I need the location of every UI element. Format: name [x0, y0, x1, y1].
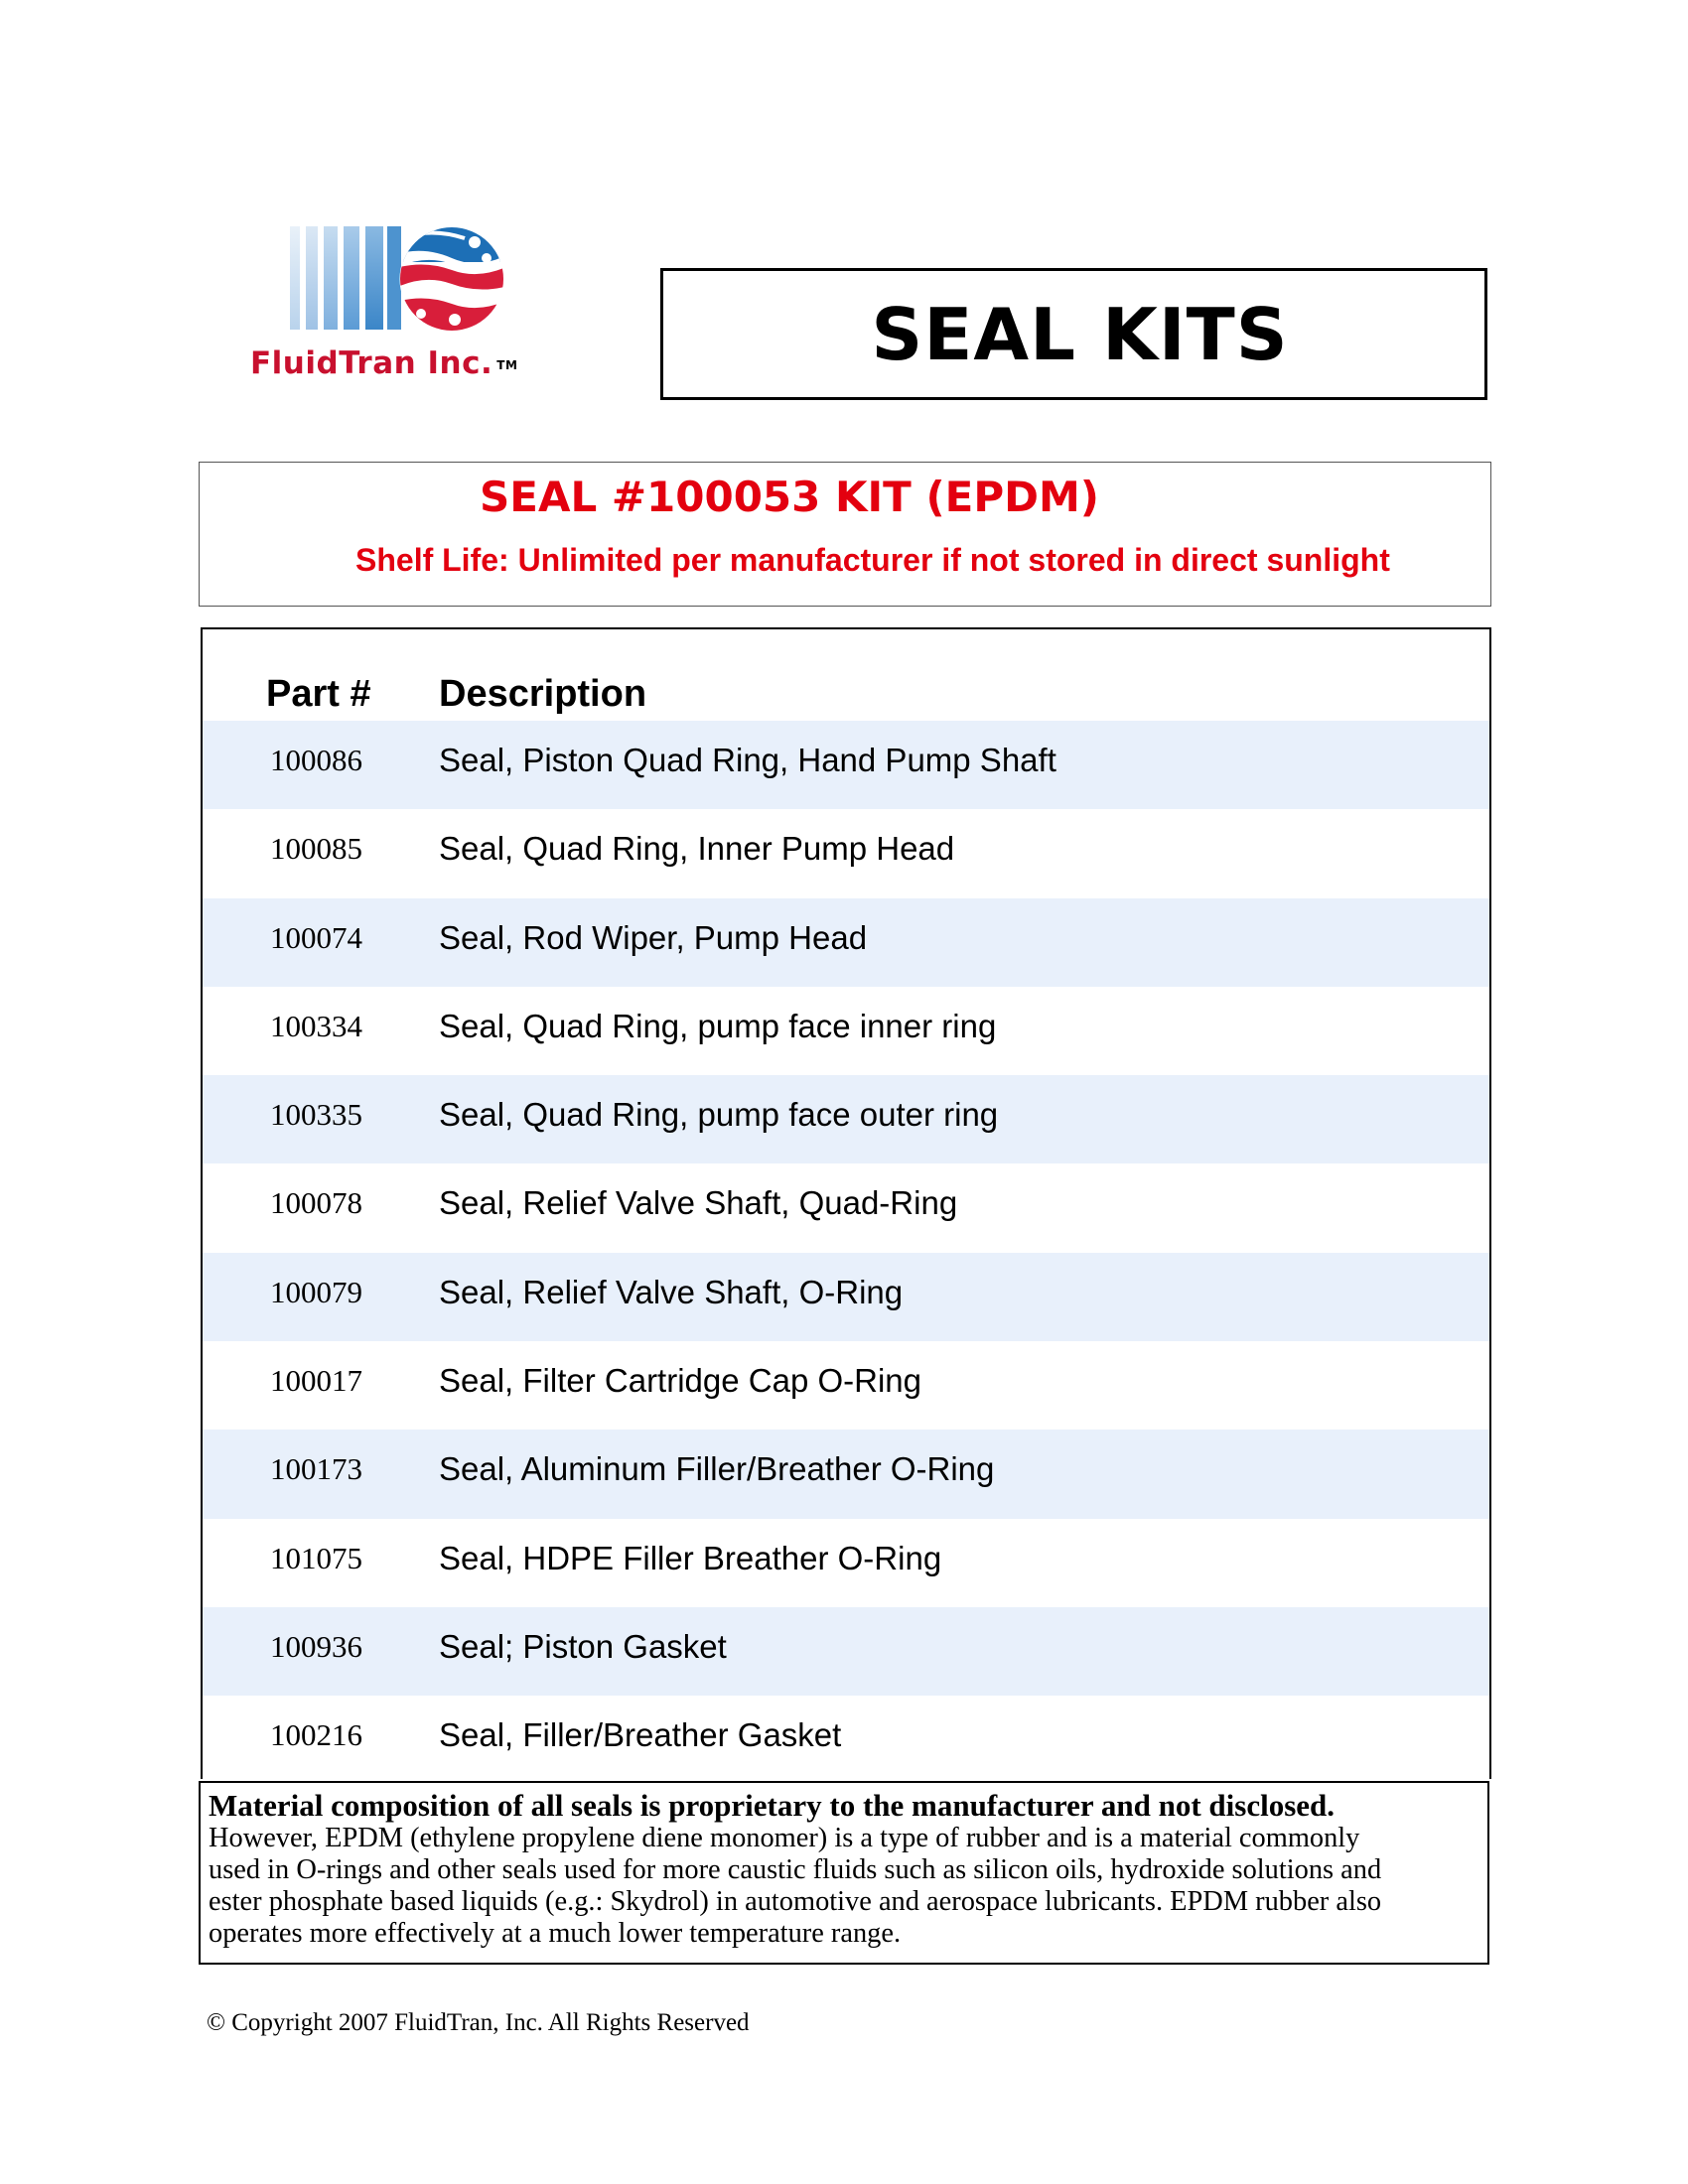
page-title: SEAL KITS — [871, 292, 1289, 376]
part-number: 101075 — [270, 1540, 362, 1575]
table-row — [203, 1163, 1489, 1252]
part-description: Seal, Rod Wiper, Pump Head — [439, 918, 868, 956]
company-name: FluidTran Inc. TM — [250, 345, 518, 381]
table-row — [203, 1253, 1489, 1341]
table-header — [203, 629, 1489, 723]
parts-table — [201, 627, 1491, 1779]
table-row — [203, 721, 1489, 809]
copyright-notice: © Copyright 2007 FluidTran, Inc. All Rights Reserved — [207, 2009, 750, 2036]
table-row — [203, 1519, 1489, 1607]
globe-icon — [395, 224, 508, 334]
part-number: 100335 — [270, 1097, 362, 1133]
note-line: operates more effectively at a much lower temperature range. — [209, 1918, 902, 1949]
part-description: Seal, Filler/Breather Gasket — [439, 1716, 842, 1754]
part-number: 100074 — [270, 919, 362, 955]
table-row — [203, 1607, 1489, 1696]
title-box — [660, 268, 1487, 400]
part-description: Seal, Relief Valve Shaft, Quad-Ring — [439, 1184, 958, 1222]
part-number: 100017 — [270, 1363, 362, 1399]
company-logo — [246, 224, 574, 388]
table-row — [203, 987, 1489, 1075]
part-number: 100086 — [270, 743, 362, 777]
part-number-header: Part # — [266, 673, 371, 715]
part-number: 100079 — [270, 1274, 362, 1309]
logo-stripes — [290, 226, 401, 330]
part-number: 100078 — [270, 1185, 362, 1221]
table-row — [203, 1696, 1489, 1784]
part-number: 100334 — [270, 1008, 362, 1043]
part-number: 100216 — [270, 1717, 362, 1753]
part-description: Seal; Piston Gasket — [439, 1627, 727, 1665]
kit-title: SEAL #100053 KIT (EPDM) — [480, 473, 1099, 521]
description-header: Description — [439, 673, 647, 715]
note-line: used in O-rings and other seals used for more caustic fluids such as silicon oils, hydroxide solutions and — [209, 1854, 1382, 1885]
part-number: 100936 — [270, 1628, 362, 1664]
table-row — [203, 1430, 1489, 1518]
table-row — [203, 1341, 1489, 1430]
shelf-life-text: Shelf Life: Unlimited per manufacturer if not stored in direct sunlight — [355, 542, 1390, 578]
part-description: Seal, Quad Ring, Inner Pump Head — [439, 830, 955, 868]
part-description: Seal, Piston Quad Ring, Hand Pump Shaft — [439, 742, 1056, 778]
table-row — [203, 898, 1489, 987]
trademark-mark: TM — [496, 357, 518, 372]
part-description: Seal, Filter Cartridge Cap O-Ring — [439, 1362, 922, 1400]
part-description: Seal, HDPE Filler Breather O-Ring — [439, 1539, 942, 1576]
table-row — [203, 809, 1489, 897]
table-row — [203, 1075, 1489, 1163]
part-description: Seal, Aluminum Filler/Breather O-Ring — [439, 1450, 995, 1488]
kit-info-box — [199, 462, 1491, 607]
note-line: However, EPDM (ethylene propylene diene monomer) is a type of rubber and is a material commonly — [209, 1823, 1360, 1853]
part-number: 100085 — [270, 831, 362, 867]
material-note — [199, 1781, 1489, 1965]
part-description: Seal, Relief Valve Shaft, O-Ring — [439, 1273, 904, 1310]
part-number: 100173 — [270, 1451, 362, 1487]
table-body — [203, 721, 1489, 1785]
part-description: Seal, Quad Ring, pump face inner ring — [439, 1007, 997, 1044]
note-line: ester phosphate based liquids (e.g.: Skydrol) in automotive and aerospace lubricants. EPDM rubber also — [209, 1886, 1382, 1917]
note-heading: Material composition of all seals is proprietary to the manufacturer and not disclosed. — [209, 1788, 1336, 1823]
part-description: Seal, Quad Ring, pump face outer ring — [439, 1096, 999, 1134]
